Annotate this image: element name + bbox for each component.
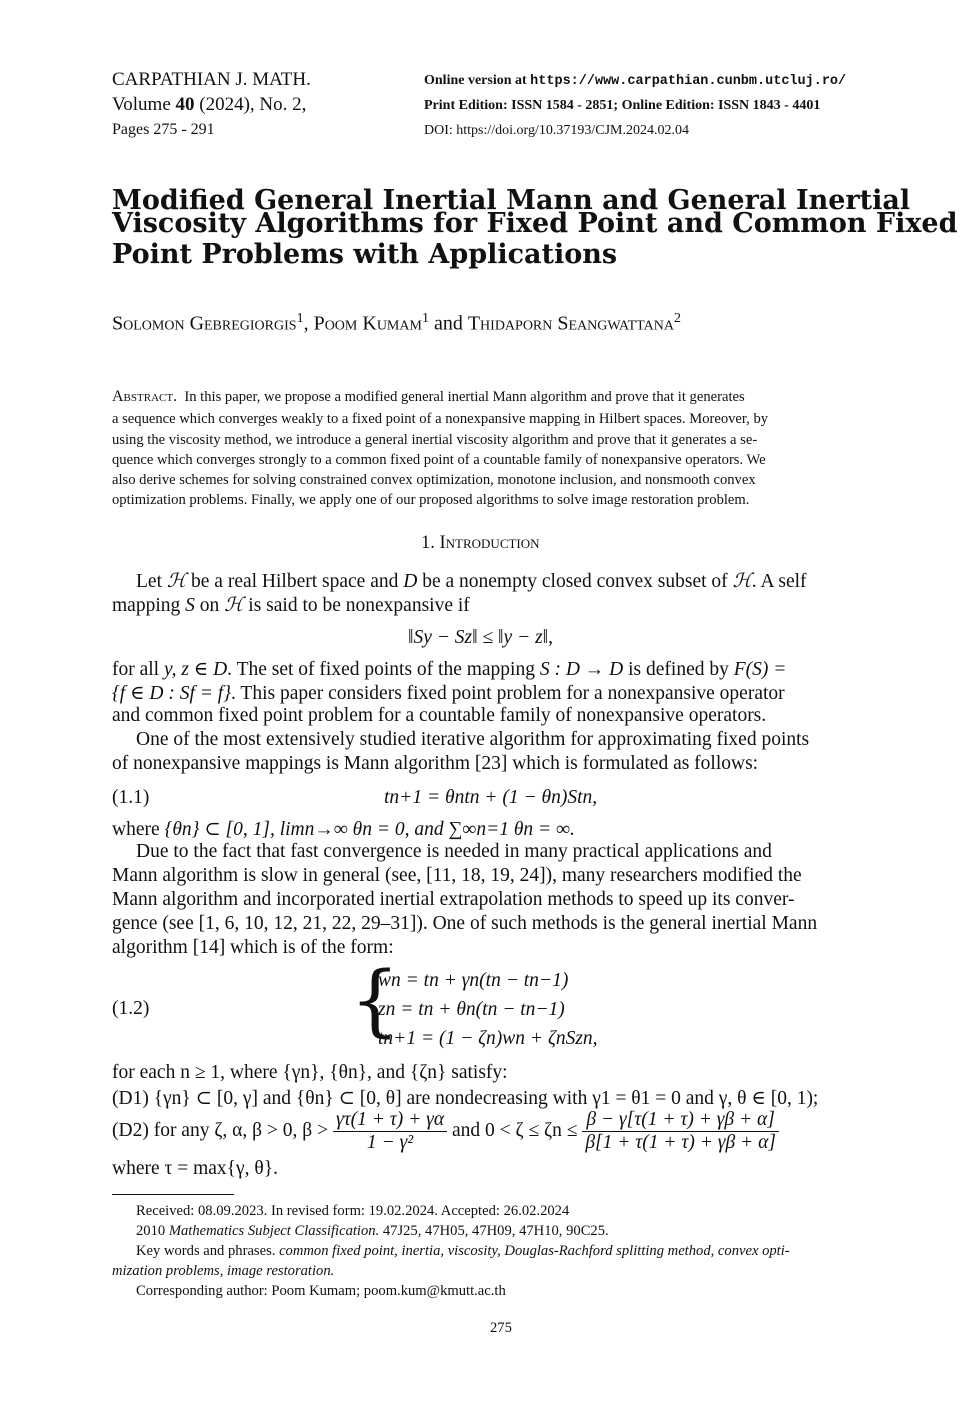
body-line: Mann algorithm is slow in general (see, [11, 18, 19, 24]), many researchers modified the [112,865,802,886]
equation-line: tn+1 = (1 − ζn)wn + ζnSzn, [378,1028,598,1049]
keywords-continued: mization problems, image restoration. [112,1263,335,1279]
abstract-line: using the viscosity method, we introduce a general inertial viscosity algorithm and prove that it generates a se- [112,432,758,448]
body-line: gence (see [1, 6, 10, 12, 21, 22, 29–31]). One of such methods is the general inertial Mann [112,913,818,934]
volume-info: Volume 40 (2024), No. 2, [112,94,307,115]
page-number: 275 [490,1320,512,1336]
keywords: Key words and phrases. common fixed point, inertia, viscosity, Douglas-Rachford splitting method, convex opti- [136,1243,790,1259]
equation-mann: tn+1 = θntn + (1 − θn)Stn, [384,787,598,808]
issn-info: Print Edition: ISSN 1584 - 2851; Online Edition: ISSN 1843 - 4401 [424,98,821,113]
footnote-divider [112,1194,234,1195]
fraction: $\frac{\beta - \gamma[\tau(1 + \tau) + \gamma\beta + \alpha]}{\beta[1 + \tau(1 + \tau) + \gamma\beta + \alpha]}$ [582,1109,779,1154]
body-line: Let ℋ be a real Hilbert space and D be a nonempty closed convex subset of ℋ. A self [136,571,807,592]
condition-d2: (D2) for any ζ, α, β > 0, β > $\frac{\gamma\tau(1 + \tau) + \gamma\alpha}{\text{1 − γ²}}$ and 0 < ζ ≤ ζn ≤ $\frac{\beta - \gamma[\tau(1 + \tau) + \gamma\beta + \alpha]}{\beta[1 + \tau(1 + \tau) + \gamma\beta + \alpha]}$ [112,1109,779,1154]
condition-d1: (D1) {γn} ⊂ [0, γ] and {θn} ⊂ [0, θ] are nondecreasing with γ1 = θ1 = 0 and γ, θ ∈ [0, 1); [112,1088,819,1109]
equation-label: (1.2) [112,998,150,1019]
abstract-line: optimization problems. Finally, we apply one of our proposed algorithms to solve image restoration problem. [112,492,750,508]
equation-nonexpansive: ‖Sy − Sz‖ ≤ ‖y − z‖, [408,627,554,648]
author-list: Solomon Gebregiorgis$^1$, Poom Kumam$^1$ and Thidaporn Seangwattana$^2$ [112,311,681,335]
abstract-line: also derive schemes for solving constrained convex optimization, monotone inclusion, and nonsmooth convex [112,472,756,488]
title-line: Point Problems with Applications [112,239,618,270]
body-line: Mann algorithm and incorporated inertial extrapolation methods to speed up its conver- [112,889,795,910]
title-line: Viscosity Algorithms for Fixed Point and Common Fixed [112,208,958,239]
msc-classification: 2010 Mathematics Subject Classification. 47J25, 47H05, 47H09, 47H10, 90C25. [136,1223,609,1239]
author-name: Poom Kumam [313,312,422,335]
author-name: Solomon Gebregiorgis [112,312,297,335]
body-line: One of the most extensively studied iterative algorithm for approximating fixed points [136,729,810,750]
body-line: for all y, z ∈ D. The set of fixed points of the mapping S : D → D is defined by F(S) = [112,659,787,680]
online-version: Online version at https://www.carpathian.cunbm.utcluj.ro/ [424,73,847,89]
left-brace: { [350,956,400,1046]
doi-link[interactable]: DOI: https://doi.org/10.37193/CJM.2024.02.04 [424,123,689,138]
abstract-line: quence which converges strongly to a common fixed point of a countable family of nonexpansive operators. We [112,452,766,468]
body-line: and common fixed point problem for a countable family of nonexpansive operators. [112,705,767,726]
section-heading: 1. Introduction [421,533,540,553]
abstract-line: Abstract. In this paper, we propose a modified general inertial Mann algorithm and prove that it generates [112,388,745,405]
journal-name: CARPATHIAN J. MATH. [112,69,311,90]
body-line: {f ∈ D : Sf = f}. This paper considers fixed point problem for a nonexpansive operator [112,683,785,704]
author-name: Thidaporn Seangwattana [467,312,674,335]
body-line: where τ = max{γ, θ}. [112,1158,278,1179]
equation-label: (1.1) [112,787,150,808]
body-line: where {θn} ⊂ [0, 1], limn→∞ θn = 0, and ∑∞n=1 θn = ∞. [112,819,575,840]
body-line: mapping S on ℋ is said to be nonexpansive if [112,595,470,616]
abstract-line: a sequence which converges weakly to a fixed point of a nonexpansive mapping in Hilbert spaces. Moreover, by [112,411,769,427]
body-line: for each n ≥ 1, where {γn}, {θn}, and {ζn} satisfy: [112,1062,508,1083]
page-range: Pages 275 - 291 [112,121,215,138]
corresponding-author: Corresponding author: Poom Kumam; poom.kum@kmutt.ac.th [136,1283,506,1299]
body-line: Due to the fact that fast convergence is needed in many practical applications and [136,841,772,862]
equation-line: zn = tn + θn(tn − tn−1) [378,999,565,1020]
body-line: of nonexpansive mappings is Mann algorithm [23] which is formulated as follows: [112,753,759,774]
equation-line: wn = tn + γn(tn − tn−1) [378,970,569,991]
journal-url-link[interactable]: https://www.carpathian.cunbm.utcluj.ro/ [530,74,847,89]
title-line: Modified General Inertial Mann and General Inertial [112,185,911,216]
fraction: $\frac{\gamma\tau(1 + \tau) + \gamma\alpha}{\text{1 − γ²}}$ [333,1109,447,1154]
received-dates: Received: 08.09.2023. In revised form: 19.02.2024. Accepted: 26.02.2024 [136,1203,570,1219]
body-line: algorithm [14] which is of the form: [112,937,394,958]
abstract-label: Abstract. [112,388,178,405]
